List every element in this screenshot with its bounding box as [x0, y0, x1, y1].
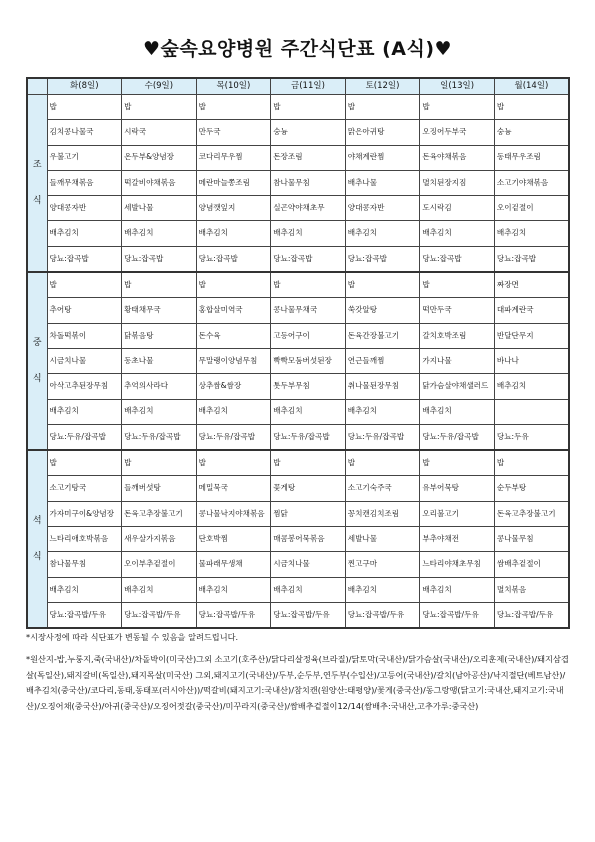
- menu-item: 배추김치: [196, 577, 271, 602]
- menu-item: 밥: [420, 95, 495, 120]
- menu-item: 밥: [345, 450, 420, 476]
- menu-item: 배추김치: [47, 399, 122, 424]
- menu-item: 참나물무침: [47, 552, 122, 577]
- menu-item: 배추김치: [271, 221, 346, 246]
- menu-row: [27, 221, 569, 246]
- day-header: 화(8일): [47, 78, 122, 95]
- menu-item: 콩나물무채국: [271, 298, 346, 323]
- menu-item: 배추김치: [420, 577, 495, 602]
- menu-item: 새우살가지볶음: [122, 527, 197, 552]
- menu-item: 추어탕: [47, 298, 122, 323]
- menu-item: 맑은아귀탕: [345, 120, 420, 145]
- menu-row: [27, 552, 569, 577]
- menu-item: 당뇨:두유/잡곡밥: [47, 424, 122, 450]
- menu-item: 가자미구이&양념장: [47, 501, 122, 526]
- menu-item: 시락국: [122, 120, 197, 145]
- menu-item: 홍합살미역국: [196, 298, 271, 323]
- menu-item: 시금치나물: [47, 348, 122, 373]
- menu-row: [27, 170, 569, 195]
- menu-row: [27, 323, 569, 348]
- menu-item: 콩나물무침: [494, 527, 569, 552]
- menu-item: 양대콩자반: [47, 196, 122, 221]
- menu-item: 바나나: [494, 348, 569, 373]
- menu-row: [27, 145, 569, 170]
- menu-item: 밥: [345, 95, 420, 120]
- menu-item: 황태채무국: [122, 298, 197, 323]
- change-notice: *시장사정에 따라 식단표가 변동될 수 있음을 알려드립니다.: [26, 632, 239, 642]
- menu-item: 유부어묵탕: [420, 476, 495, 501]
- menu-item: 밥: [494, 450, 569, 476]
- menu-item: 취나물된장무침: [345, 374, 420, 399]
- menu-item: 오징어두부국: [420, 120, 495, 145]
- menu-item: 소고기숙주국: [345, 476, 420, 501]
- menu-item: 배추김치: [122, 399, 197, 424]
- menu-row: [27, 120, 569, 145]
- menu-item: 쑥갓알탕: [345, 298, 420, 323]
- menu-item: 김치콩나물국: [47, 120, 122, 145]
- menu-item: 세발나물: [345, 527, 420, 552]
- menu-item: 돈수육: [196, 323, 271, 348]
- menu-item: 느타리애호박볶음: [47, 527, 122, 552]
- day-header: 월(14일): [494, 78, 569, 95]
- menu-item: 당뇨:잡곡밥/두유: [122, 602, 197, 628]
- menu-item: 멸치된장지짐: [420, 170, 495, 195]
- menu-item: 배추김치: [196, 221, 271, 246]
- day-header: 수(9일): [122, 78, 197, 95]
- menu-item: 배추김치: [420, 399, 495, 424]
- menu-item: 배추김치: [345, 577, 420, 602]
- menu-item: 꽁치캔김치조림: [345, 501, 420, 526]
- day-header: 금(11일): [271, 78, 346, 95]
- menu-item: 밥: [196, 450, 271, 476]
- menu-row: [27, 424, 569, 450]
- menu-item: 당뇨:잡곡밥/두유: [420, 602, 495, 628]
- menu-item: [494, 399, 569, 424]
- menu-item: 만두국: [196, 120, 271, 145]
- menu-item: 당뇨:잡곡밥: [122, 246, 197, 272]
- menu-item: 배추김치: [196, 399, 271, 424]
- menu-item: 돈장조림: [271, 145, 346, 170]
- menu-item: 순두부탕: [494, 476, 569, 501]
- menu-item: 실곤약야채초무: [271, 196, 346, 221]
- menu-item: 들깨버섯탕: [122, 476, 197, 501]
- menu-item: 당뇨:잡곡밥: [47, 246, 122, 272]
- menu-item: 오이부추겉절이: [122, 552, 197, 577]
- weekly-menu-table: [26, 77, 570, 629]
- menu-item: 떡갈비야채볶음: [122, 170, 197, 195]
- menu-item: 배추김치: [47, 221, 122, 246]
- menu-row: [27, 577, 569, 602]
- menu-item: 참나물무침: [271, 170, 346, 195]
- menu-item: 밥: [122, 272, 197, 298]
- menu-item: 밥: [420, 272, 495, 298]
- menu-item: 숭늉: [494, 120, 569, 145]
- menu-item: 우불고기: [47, 145, 122, 170]
- menu-row: [27, 527, 569, 552]
- menu-item: 당뇨:두유/잡곡밥: [271, 424, 346, 450]
- menu-row: [27, 246, 569, 272]
- menu-item: 닭가슴살야채샐러드: [420, 374, 495, 399]
- menu-item: 배추김치: [494, 374, 569, 399]
- menu-item: 닭볶음탕: [122, 323, 197, 348]
- menu-row: [27, 501, 569, 526]
- page-title: ♥숲속요양병원 주간식단표 (A식)♥: [142, 38, 453, 60]
- menu-item: 당뇨:두유/잡곡밥: [196, 424, 271, 450]
- menu-item: 시금치나물: [271, 552, 346, 577]
- menu-row: [27, 476, 569, 501]
- menu-item: 밥: [420, 450, 495, 476]
- menu-item: 소고기야채볶음: [494, 170, 569, 195]
- menu-item: 콩나물낙지야채볶음: [196, 501, 271, 526]
- menu-item: 당뇨:두유/잡곡밥: [420, 424, 495, 450]
- menu-item: 매콤봉어묵볶음: [271, 527, 346, 552]
- day-header-row: [27, 78, 569, 95]
- menu-item: 당뇨:잡곡밥: [271, 246, 346, 272]
- menu-item: 고등어구이: [271, 323, 346, 348]
- menu-item: 당뇨:잡곡밥/두유: [47, 602, 122, 628]
- menu-item: 밥: [47, 95, 122, 120]
- menu-item: 톳두부무침: [271, 374, 346, 399]
- day-header: 목(10일): [196, 78, 271, 95]
- menu-row: [27, 272, 569, 298]
- menu-item: 밥: [122, 95, 197, 120]
- menu-item: 찜닭: [271, 501, 346, 526]
- menu-item: 아삭고추된장무침: [47, 374, 122, 399]
- menu-item: 돈육야채볶음: [420, 145, 495, 170]
- menu-item: 당뇨:잡곡밥/두유: [196, 602, 271, 628]
- menu-item: 배추김치: [271, 577, 346, 602]
- menu-item: 오리불고기: [420, 501, 495, 526]
- menu-row: [27, 196, 569, 221]
- menu-item: 당뇨:잡곡밥/두유: [345, 602, 420, 628]
- menu-row: [27, 450, 569, 476]
- menu-item: 반달단무지: [494, 323, 569, 348]
- menu-item: 당뇨:잡곡밥/두유: [271, 602, 346, 628]
- menu-item: 연근들깨찜: [345, 348, 420, 373]
- menu-row: [27, 399, 569, 424]
- menu-item: 배추김치: [345, 399, 420, 424]
- menu-item: 배추나물: [345, 170, 420, 195]
- menu-item: 배추김치: [122, 221, 197, 246]
- menu-item: 소고기탕국: [47, 476, 122, 501]
- menu-item: 돈육간장불고기: [345, 323, 420, 348]
- menu-item: 느타리야채초무침: [420, 552, 495, 577]
- menu-item: 도시락김: [420, 196, 495, 221]
- menu-row: [27, 348, 569, 373]
- menu-item: 배추김치: [271, 399, 346, 424]
- menu-item: 단호박찜: [196, 527, 271, 552]
- menu-item: 짜장면: [494, 272, 569, 298]
- menu-item: 밥: [345, 272, 420, 298]
- menu-item: 들깨무채볶음: [47, 170, 122, 195]
- menu-item: 돈육고추장불고기: [494, 501, 569, 526]
- menu-item: 대파계란국: [494, 298, 569, 323]
- menu-item: 숭늉: [271, 120, 346, 145]
- menu-item: 무말랭이양념무침: [196, 348, 271, 373]
- menu-item: 배추김치: [47, 577, 122, 602]
- menu-item: 당뇨:잡곡밥: [420, 246, 495, 272]
- menu-row: [27, 374, 569, 399]
- menu-item: 세발나물: [122, 196, 197, 221]
- menu-item: 빡빡모둠버섯된장: [271, 348, 346, 373]
- menu-item: 찐고구마: [345, 552, 420, 577]
- menu-item: 부추야채전: [420, 527, 495, 552]
- menu-item: 갈치호박조림: [420, 323, 495, 348]
- meal-label: 중 식: [27, 272, 47, 450]
- menu-item: 코다리무우찜: [196, 145, 271, 170]
- menu-item: 밥: [271, 450, 346, 476]
- menu-item: 밥: [47, 272, 122, 298]
- day-header: 토(12일): [345, 78, 420, 95]
- menu-item: 돈육고추장불고기: [122, 501, 197, 526]
- menu-item: 가지나물: [420, 348, 495, 373]
- menu-item: 동초나물: [122, 348, 197, 373]
- menu-item: 당뇨:잡곡밥: [345, 246, 420, 272]
- menu-item: 밥: [271, 272, 346, 298]
- menu-item: 꽃게탕: [271, 476, 346, 501]
- menu-item: 당뇨:두유: [494, 424, 569, 450]
- menu-item: 상추쌈&쌈장: [196, 374, 271, 399]
- menu-item: 밥: [271, 95, 346, 120]
- menu-item: 밥: [122, 450, 197, 476]
- menu-item: 배추김치: [122, 577, 197, 602]
- meal-label: 석 식: [27, 450, 47, 628]
- menu-item: 멸치볶음: [494, 577, 569, 602]
- origin-notice: *원산지-밥,누룽지,죽(국내산)/차돌박이(미국산)그외 소고기(호주산)/닭다리살정육(브라질)/닭토막(국내산)/닭가슴살(국내산)/오리훈제(국내산)/돼지삼겹살(독일산),돼지갈비(독일산),돼지목살(미국산) 그외,돼지고기(국내산)/두부,순두부,연두부(수입산)/고등어(국내산)/갈치(남아공산)/낙지절단(베트남산)/배추김치(중국산)/코다리,동태,동태포(러시아산))/떡갈비(돼지고기:국내산)/참치캔(원양산:태평양)/꽃게(중국산)/동그랑땡(닭고기:국내산,돼지고기:국내산)/오징어채(중국산)/아귀(중국산)/오징어젓갈(중국산)/미꾸라지(중국산)/쌈배추겉절이12/14(쌈배추:국내산,고추가루:중국산): [26, 654, 569, 711]
- menu-row: [27, 95, 569, 120]
- menu-item: 오이겉절이: [494, 196, 569, 221]
- menu-item: 양대콩자반: [345, 196, 420, 221]
- menu-table-wrapper: [26, 77, 570, 629]
- menu-item: 떡만두국: [420, 298, 495, 323]
- menu-item: 추억의사라다: [122, 374, 197, 399]
- menu-item: 배추김치: [494, 221, 569, 246]
- meal-label: 조 식: [27, 95, 47, 273]
- menu-item: 양념깻잎지: [196, 196, 271, 221]
- menu-item: 메란마늘쫑조림: [196, 170, 271, 195]
- menu-item: 당뇨:잡곡밥: [196, 246, 271, 272]
- menu-item: 배추김치: [345, 221, 420, 246]
- day-header: 일(13일): [420, 78, 495, 95]
- header-corner: [27, 78, 47, 95]
- menu-item: 당뇨:잡곡밥: [494, 246, 569, 272]
- menu-item: 물파래무생채: [196, 552, 271, 577]
- menu-item: 밥: [196, 272, 271, 298]
- menu-item: 차돌떡볶이: [47, 323, 122, 348]
- menu-row: [27, 298, 569, 323]
- menu-item: 밥: [494, 95, 569, 120]
- menu-item: 배추김치: [420, 221, 495, 246]
- menu-item: 메밀묵국: [196, 476, 271, 501]
- menu-row: [27, 602, 569, 628]
- menu-item: 동태무우조림: [494, 145, 569, 170]
- menu-item: 야채계란찜: [345, 145, 420, 170]
- menu-item: 당뇨:두유/잡곡밥: [345, 424, 420, 450]
- menu-item: 밥: [47, 450, 122, 476]
- menu-item: 당뇨:두유/잡곡밥: [122, 424, 197, 450]
- menu-item: 온두부&양념장: [122, 145, 197, 170]
- menu-item: 쌈배추겉절이: [494, 552, 569, 577]
- menu-item: 당뇨:잡곡밥/두유: [494, 602, 569, 628]
- menu-item: 밥: [196, 95, 271, 120]
